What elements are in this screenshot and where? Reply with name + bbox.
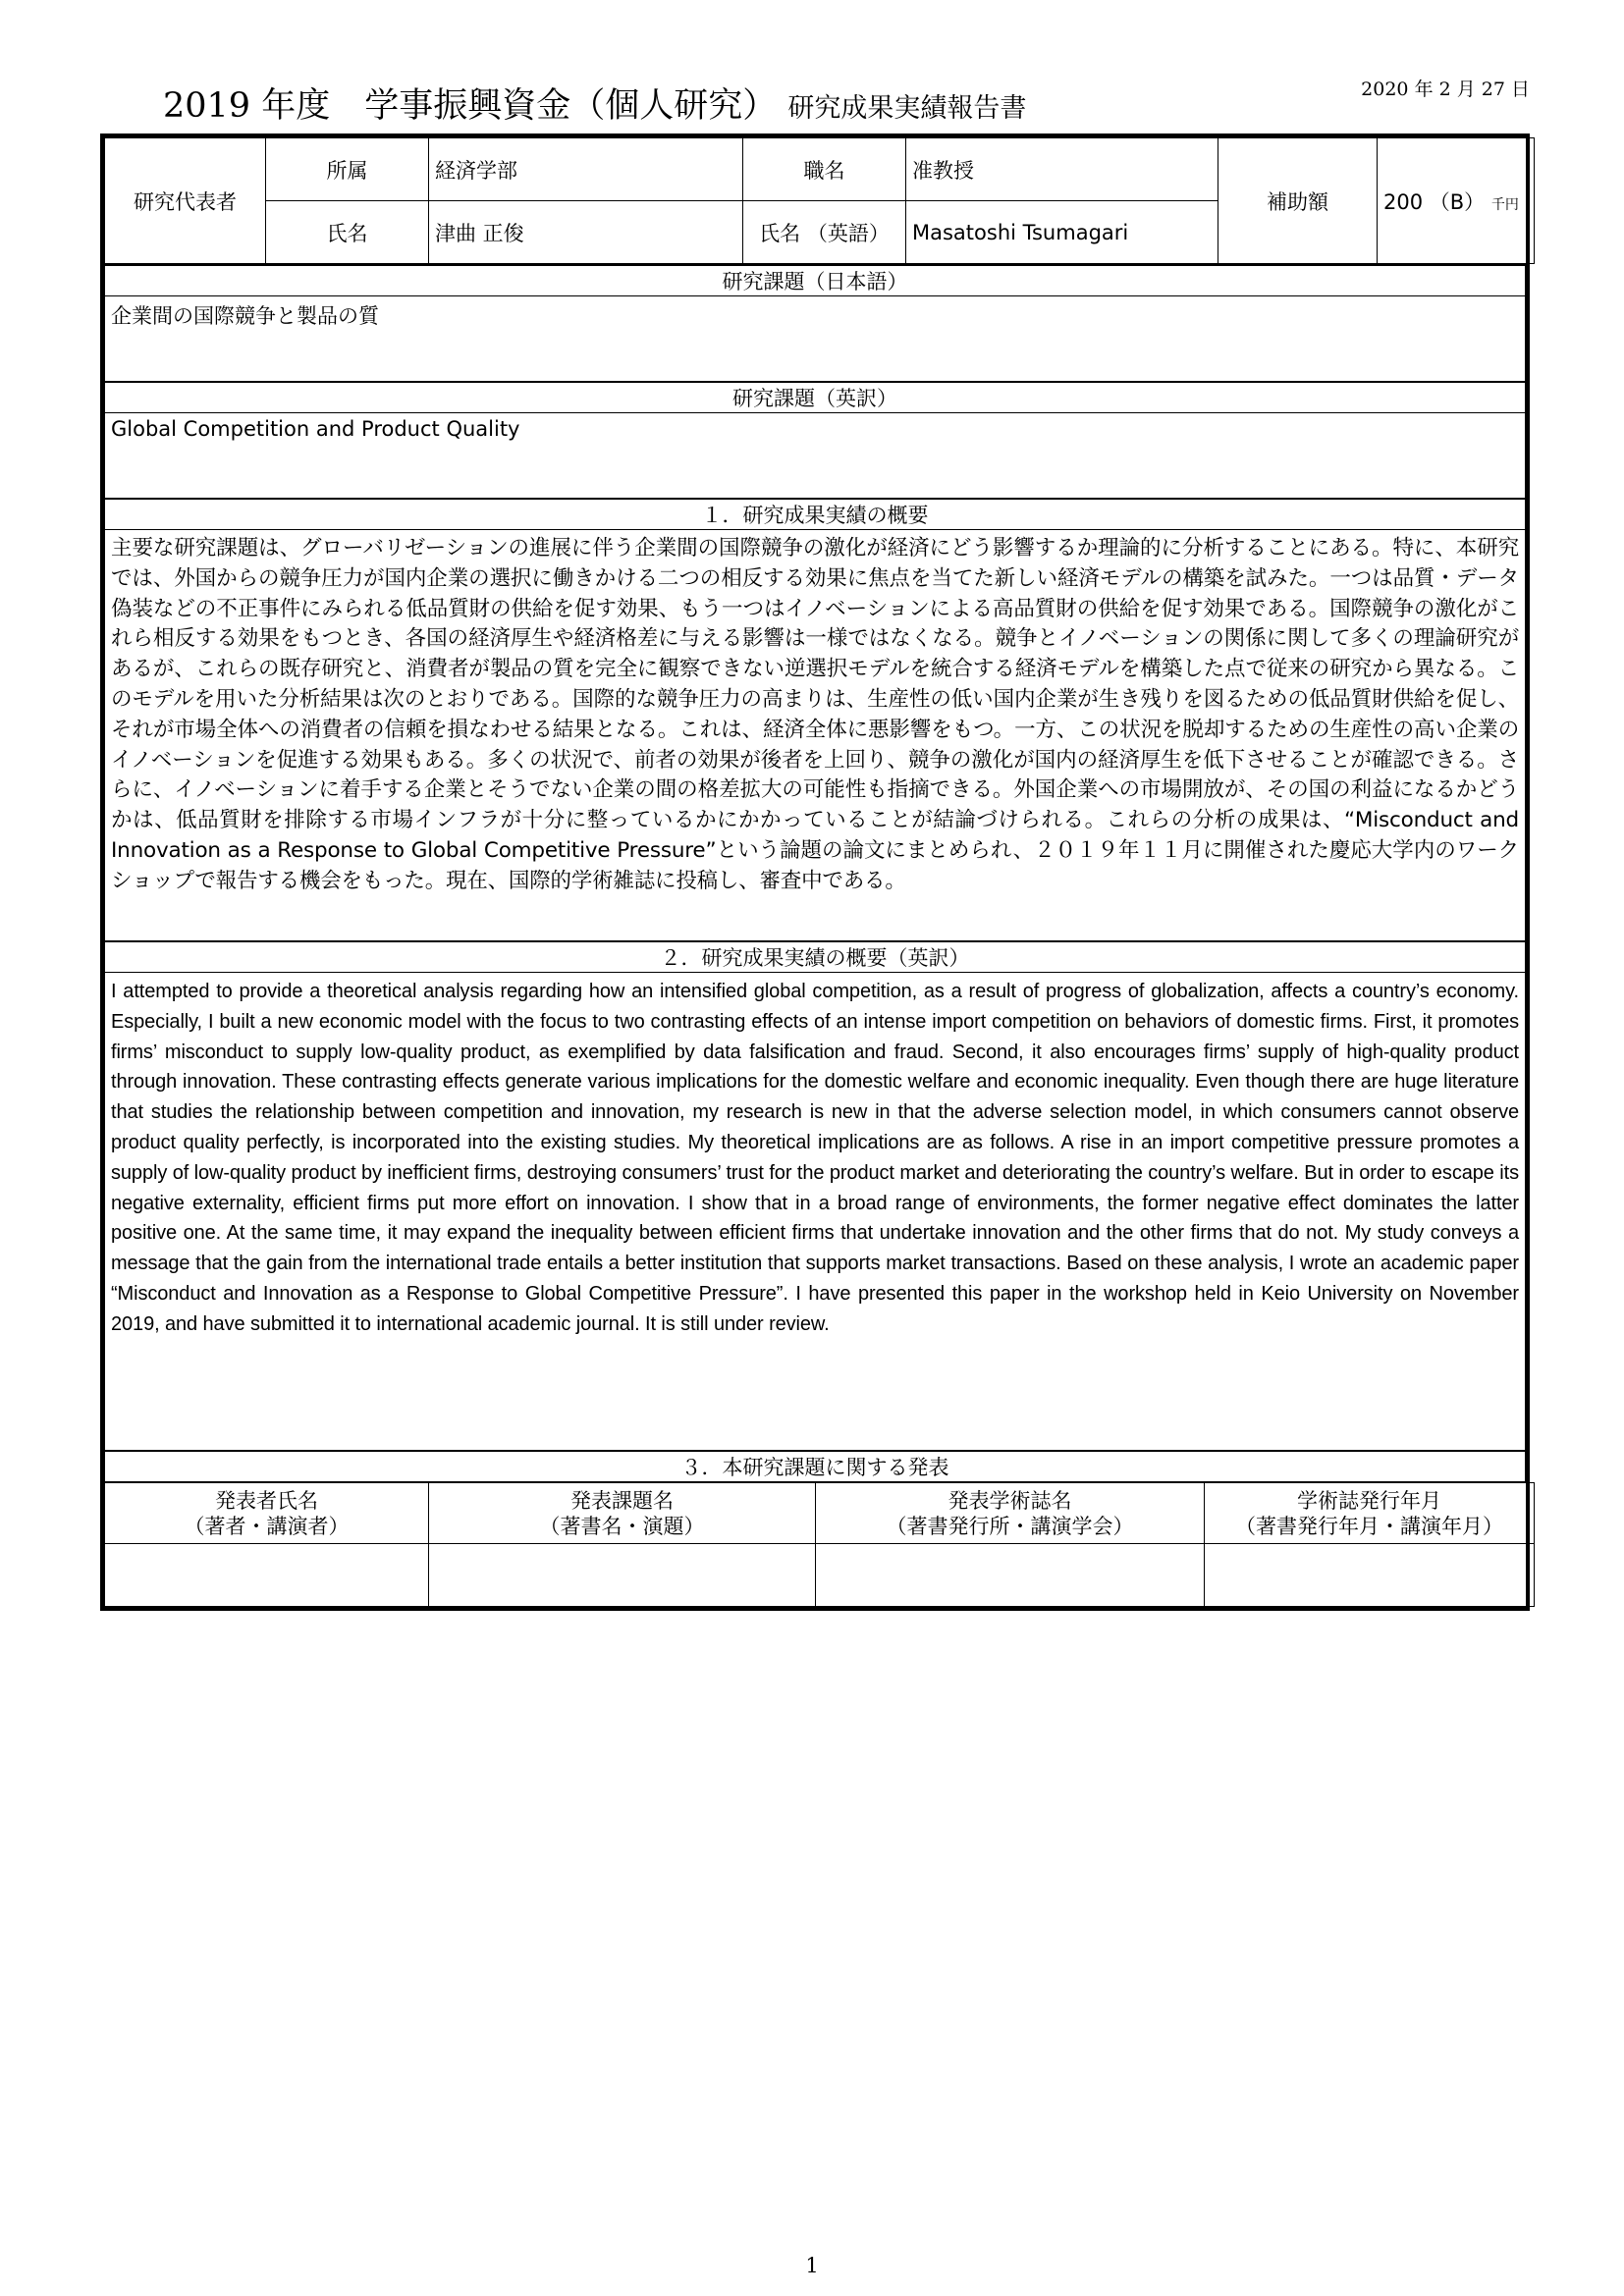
content-table [104, 264, 1526, 1482]
info-table [104, 137, 1535, 264]
pub-col-date-title: 学術誌発行年月 [1297, 1488, 1441, 1513]
pub-col-journal-sub: （著書発行所・講演学会） [886, 1514, 1134, 1538]
pub-col-title [429, 1483, 816, 1544]
pub-empty-cell [429, 1544, 816, 1607]
pub-empty-cell [816, 1544, 1205, 1607]
page-title [163, 79, 1026, 128]
summary-jp-heading: １．研究成果実績の概要 [105, 499, 1526, 530]
grant-unit: 千円 [1490, 196, 1519, 213]
publications-heading: ３．本研究課題に関する発表 [105, 1451, 1526, 1482]
topic-en-value: Global Competition and Product Quality [105, 413, 1526, 500]
publications-table [104, 1482, 1535, 1607]
report-date: 2020 年 2 月 27 日 [1361, 79, 1530, 100]
grant-cell [1378, 138, 1535, 264]
topic-jp-value: 企業間の国際競争と製品の質 [105, 296, 1526, 383]
summary-en-text: I attempted to provide a theoretical analysis regarding how an intensified global competition, as a result of progress of globalization, affects a country’s economy. Especially, I built a new economic model with the focus to two contrasting effects of an intense import competition on behaviors of domestic firms. First, it promotes firms’ misconduct to supply low-quality product, as exemplified by data falsification and fraud. Second, it also encourages firms’ supply of high-quality product through innovation. These contrasting effects generate various implications for the domestic welfare and economic inequality. Even though there are huge literature that studies the relationship between competition and innovation, my research is new in that the adverse selection model, in which consumers cannot observe product quality perfectly, is incorporated into the existing studies. My theoretical implications are as follows. A rise in an import competitive pressure promotes a supply of low-quality product by inefficient firms, destroying consumers’ trust for the product market and deteriorating the country’s welfare. But in order to escape its negative externality, efficient firms put more effort on innovation. I show that in a broad range of environments, the former negative effect dominates the latter positive one. At the same time, it may expand the inequality between efficient firms that undertake innovation and the other firms that do not. My study conveys a message that the gain from the international trade entails a better institution that supports market transactions. Based on these analysis, I wrote an academic paper “Misconduct and Innovation as a Response to Global Competitive Pressure”. I have presented this paper in the workshop held in Keio University on November 2019, and have submitted it to international academic journal. It is still under review. [105, 973, 1526, 1452]
representative-label: 研究代表者 [105, 138, 266, 264]
name-en-label: 氏名 （英語） [743, 201, 906, 264]
name-label: 氏名 [266, 201, 429, 264]
pub-col-journal [816, 1483, 1205, 1544]
pub-col-date [1205, 1483, 1535, 1544]
topic-jp-heading: 研究課題（日本語） [105, 265, 1526, 296]
pub-empty-cell [105, 1544, 429, 1607]
grant-value: 200 （B） [1383, 189, 1486, 214]
page-number: 1 [805, 2254, 819, 2277]
report-form [100, 133, 1530, 1611]
title-sub: 研究成果実績報告書 [787, 93, 1027, 124]
pub-empty-cell [1205, 1544, 1535, 1607]
pub-col-presenter-title: 発表者氏名 [215, 1488, 318, 1513]
affiliation-label: 所属 [266, 138, 429, 201]
topic-en-heading: 研究課題（英訳） [105, 382, 1526, 413]
pub-col-journal-title: 発表学術誌名 [947, 1488, 1072, 1513]
pub-col-date-sub: （著書発行年月・講演年月） [1235, 1514, 1503, 1538]
summary-en-heading: ２．研究成果実績の概要（英訳） [105, 941, 1526, 973]
position-value: 准教授 [906, 138, 1218, 201]
pub-col-title-title: 発表課題名 [570, 1488, 674, 1513]
grant-label: 補助額 [1218, 138, 1378, 264]
position-label: 職名 [743, 138, 906, 201]
summary-jp-text: 主要な研究課題は、グローバリゼーションの進展に伴う企業間の国際競争の激化が経済にどう影響するか理論的に分析することにある。特に、本研究では、外国からの競争圧力が国内企業の選択に働きかける二つの相反する効果に焦点を当てた新しい経済モデルの構築を試みた。一つは品質・データ偽装などの不正事件にみられる低品質財の供給を促す効果、もう一つはイノベーションによる高品質財の供給を促す効果である。国際競争の激化がこれら相反する効果をもつとき、各国の経済厚生や経済格差に与える影響は一様ではなくなる。競争とイノベーションの関係に関して多くの理論研究があるが、これらの既存研究と、消費者が製品の質を完全に観察できない逆選択モデルを統合する経済モデルを構築した点で従来の研究から異なる。このモデルを用いた分析結果は次のとおりである。国際的な競争圧力の高まりは、生産性の低い国内企業が生き残りを図るための低品質財供給を促し、それが市場全体への消費者の信頼を損なわせる結果となる。これは、経済全体に悪影響をもつ。一方、この状況を脱却するための生産性の高い企業のイノベーションを促進する効果もある。多くの状況で、前者の効果が後者を上回り、競争の激化が国内の経済厚生を低下させることが確認できる。さらに、イノベーションに着手する企業とそうでない企業の間の格差拡大の可能性も指摘できる。外国企業への市場開放が、その国の利益になるかどうかは、低品質財を排除する市場インフラが十分に整っているかにかかっていることが結論づけられる。これらの分析の成果は、“Misconduct and Innovation as a Response to Global Competitive Pressure”という論題の論文にまとめられ、２０１９年１１月に開催された慶応大学内のワークショップで報告する機会をもった。現在、国際的学術雑誌に投稿し、審査中である。 [105, 530, 1526, 942]
name-en-value: Masatoshi Tsumagari [906, 201, 1218, 264]
pub-col-presenter [105, 1483, 429, 1544]
pub-col-presenter-sub: （著者・講演者） [184, 1514, 350, 1538]
pub-col-title-sub: （著書名・演題） [539, 1514, 705, 1538]
name-value: 津曲 正俊 [429, 201, 743, 264]
title-main: 2019 年度 学事振興資金（個人研究） [163, 86, 778, 126]
affiliation-value: 経済学部 [429, 138, 743, 201]
